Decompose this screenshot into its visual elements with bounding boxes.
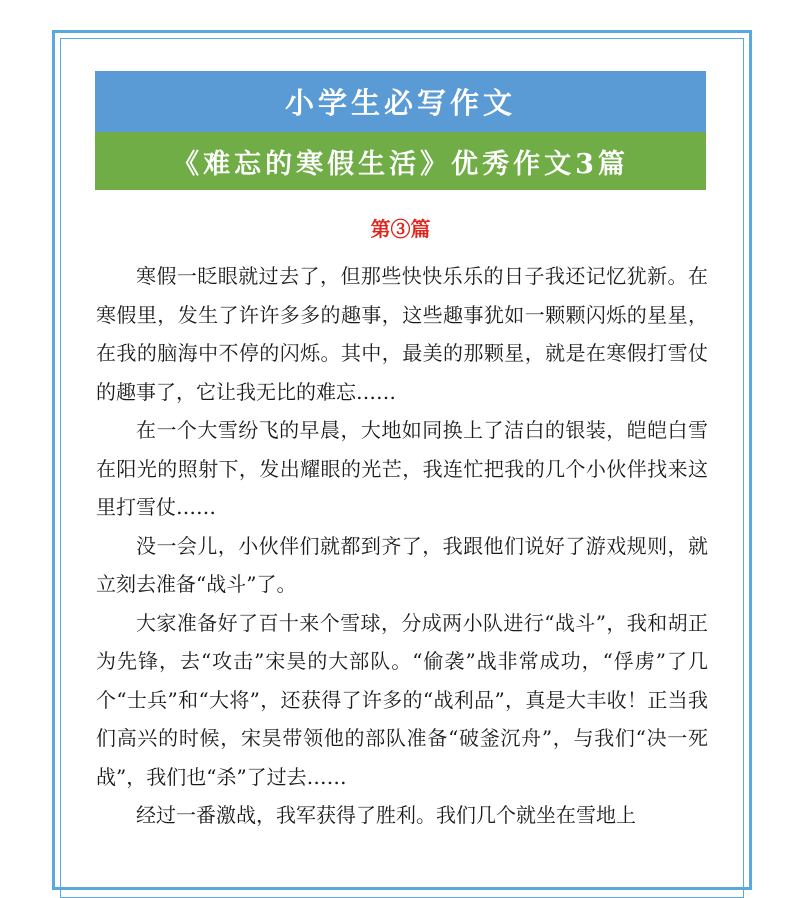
paragraph: 没一会儿，小伙伴们就都到齐了，我跟他们说好了游戏规则，就立刻去准备“战斗”了。 bbox=[96, 533, 708, 596]
section-heading: 第③篇 bbox=[370, 217, 431, 241]
paragraph: 大家准备好了百十来个雪球，分成两小队进行“战斗”，我和胡正为先锋，去“攻击”宋昊的大部队。“偷袭”战非常成功，“俘虏”了几个“士兵”和“大将”，还获得了许多的“战利品”，真是大丰收！正当我们高兴的时候，宋昊带领他的部队准备“破釜沉舟”，与我们“决一死战”，我们也“杀”了过去…… bbox=[96, 610, 708, 789]
paragraph: 经过一番激战，我军获得了胜利。我们几个就坐在雪地上 bbox=[136, 803, 636, 827]
paragraph: 在一个大雪纷飞的早晨，大地如同换上了洁白的银装，皑皑白雪在阳光的照射下，发出耀眼的光芒，我连忙把我的几个小伙伴找来这里打雪仗…… bbox=[96, 418, 708, 519]
subtitle-banner bbox=[95, 132, 706, 190]
page-subtitle: 《难忘的寒假生活》优秀作文3篇 bbox=[172, 148, 629, 180]
title-banner bbox=[95, 71, 706, 132]
paragraph: 寒假一眨眼就过去了，但那些快快乐乐的日子我还记忆犹新。在寒假里，发生了许许多多的趣事，这些趣事犹如一颗颗闪烁的星星，在我的脑海中不停的闪烁。其中，最美的那颗星，就是在寒假打雪仗的趣事了，它让我无比的难忘…… bbox=[96, 264, 708, 404]
essay-body bbox=[96, 257, 708, 835]
page-title: 小学生必写作文 bbox=[284, 86, 516, 120]
